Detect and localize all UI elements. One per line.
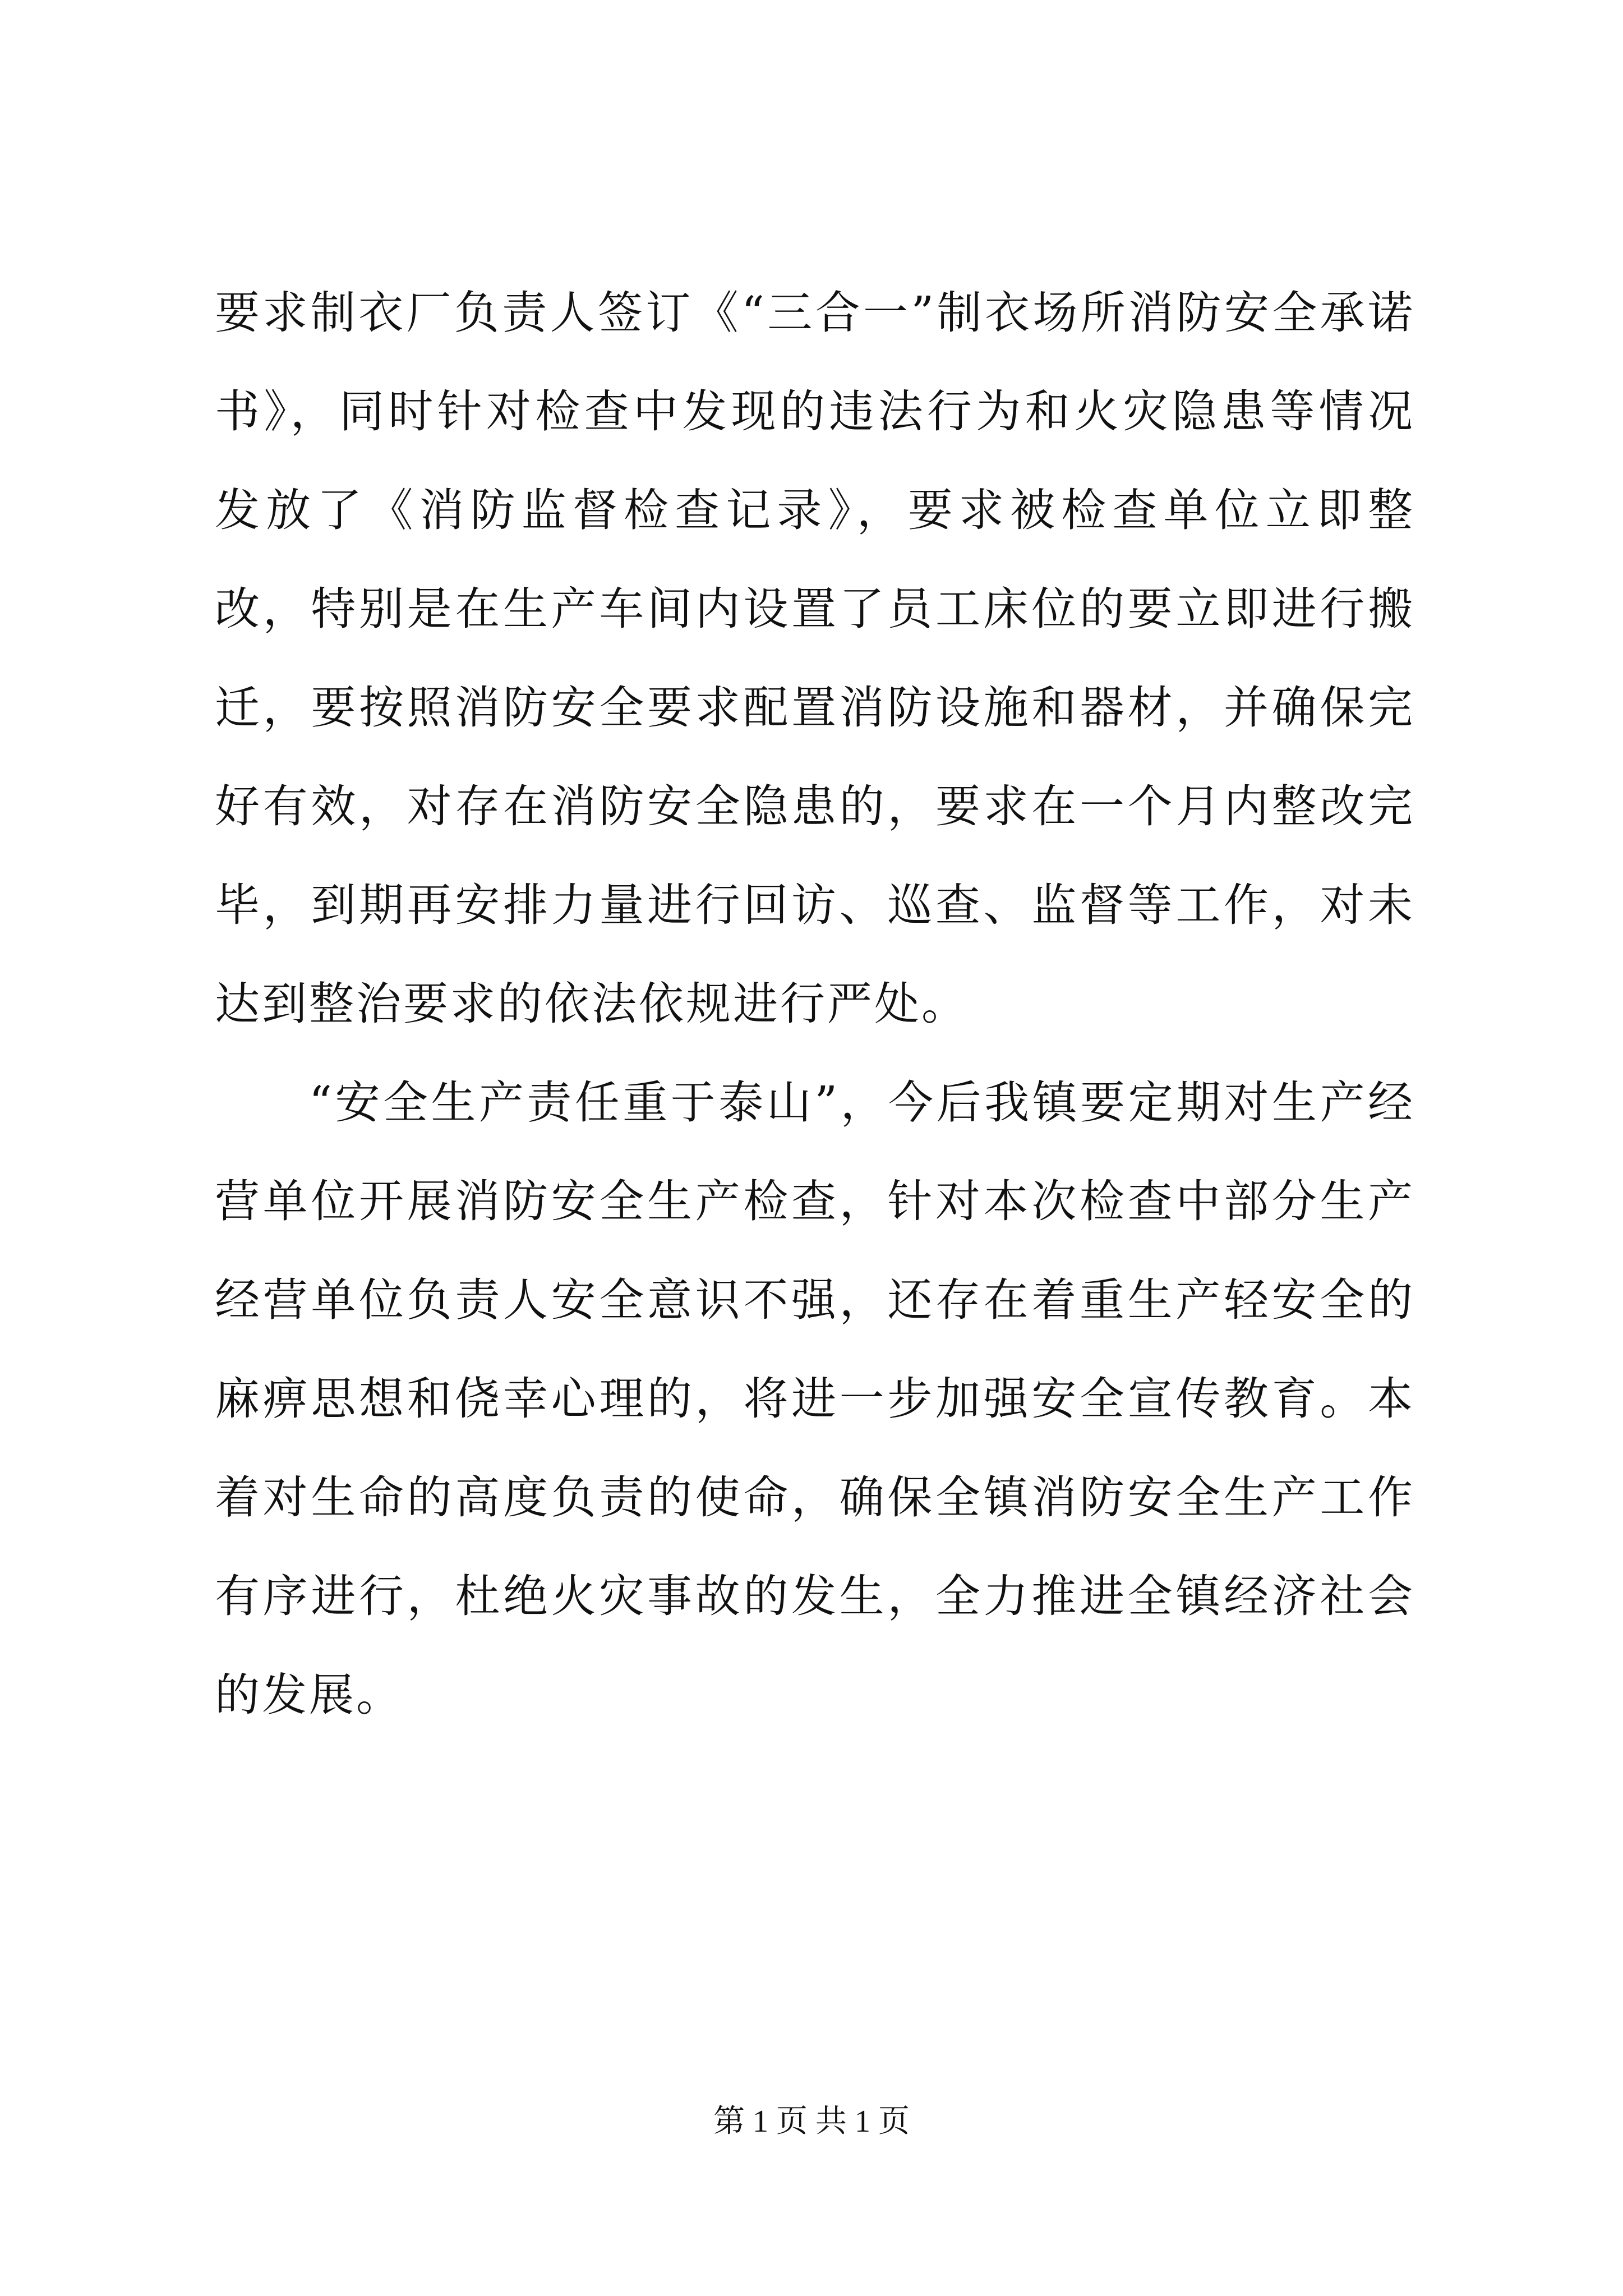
document-body — [215, 264, 1415, 1745]
page-number-footer: 第 1 页 共 1 页 — [713, 2104, 910, 2139]
paragraph-1: 要求制衣厂负责人签订《“三合一”制衣场所消防安全承诺书》，同时针对检查中发现的违法行为和火灾隐患等情况发放了《消防监督检查记录》，要求被检查单位立即整改，特别是在生产车间内设置了员工床位的要立即进行搬迁，要按照消防安全要求配置消防设施和器材，并确保完好有效，对存在消防安全隐患的，要求在一个月内整改完毕，到期再安排力量进行回访、巡查、监督等工作，对未达到整治要求的依法依规进行严处。 — [215, 287, 1415, 1030]
paragraph-2: “安全生产责任重于泰山”，今后我镇要定期对生产经营单位开展消防安全生产检查，针对本次检查中部分生产经营单位负责人安全意识不强，还存在着重生产轻安全的麻痹思想和侥幸心理的，将进一步加强安全宣传教育。本着对生命的高度负责的使命，确保全镇消防安全生产工作有序进行，杜绝火灾事故的发生，全力推进全镇经济社会的发展。 — [215, 1076, 1415, 1721]
